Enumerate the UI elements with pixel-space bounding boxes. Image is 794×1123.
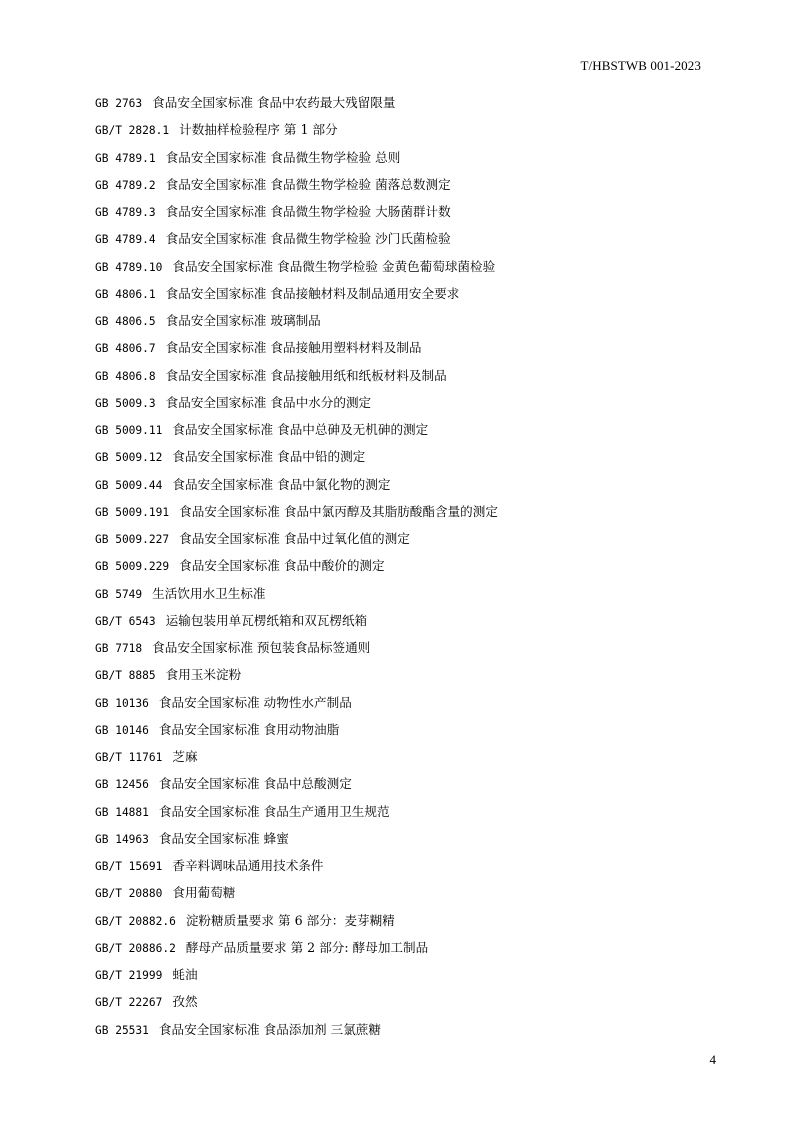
standard-title: 食品安全国家标准 动物性水产制品 [158,694,352,710]
standard-code: GB 5009.3 [95,396,156,410]
standard-title: 食品安全国家标准 食品接触用纸和纸板材料及制品 [165,367,447,383]
standard-code: GB 4806.7 [95,342,156,356]
standard-code: GB 2763 [95,97,143,110]
standard-title: 孜然 [172,994,198,1010]
reference-item [95,202,498,229]
standard-title: 食品安全国家标准 食用动物油脂 [158,721,340,737]
reference-item [95,447,498,474]
standard-code: GB/T 2828.1 [95,124,170,138]
standard-title: 运输包装用单瓦楞纸箱和双瓦楞纸箱 [165,612,368,628]
standard-code: GB 7718 [95,642,143,655]
standard-code: GB 4806.1 [95,287,156,301]
reference-item [95,175,498,202]
standard-code: GB 4806.5 [95,315,156,328]
reference-item [95,720,498,747]
reference-item [95,638,498,665]
reference-item [95,502,498,529]
standard-code: GB/T 22267 [95,996,163,1010]
standard-code: GB 10146 [95,723,149,737]
standard-code: GB 25531 [95,1023,149,1037]
standard-code: GB/T 15691 [95,860,163,873]
reference-item [95,938,498,965]
standard-code: GB 12456 [95,778,149,792]
standard-title: 食品安全国家标准 食品中农药最大残留限量 [152,95,396,110]
standard-title: 蚝油 [172,967,198,982]
standard-title: 食品安全国家标准 食品中氯化物的测定 [172,476,391,492]
reference-item [95,693,498,720]
standard-title: 食品安全国家标准 食品中过氧化值的测定 [179,531,410,546]
reference-item [95,148,498,175]
standard-title: 食品安全国家标准 食品中总酸测定 [158,776,352,792]
reference-item [95,911,498,938]
standard-code: GB 5749 [95,587,143,601]
reference-item [95,856,498,883]
reference-item [95,611,498,638]
reference-item [95,93,498,120]
reference-item [95,229,498,256]
reference-item [95,338,498,365]
standard-title: 食品安全国家标准 食品微生物学检验 总则 [165,149,401,165]
standard-code: GB 5009.227 [95,533,170,546]
standard-title: 食品安全国家标准 玻璃制品 [165,313,321,328]
standard-code: GB 4806.8 [95,369,156,383]
standard-title: 生活饮用水卫生标准 [152,585,266,601]
standard-title: 食品安全国家标准 食品中水分的测定 [165,394,372,410]
reference-item [95,965,498,992]
standard-code: GB/T 20886.2 [95,941,176,955]
standard-code: GB 5009.12 [95,451,163,465]
standard-title: 食品安全国家标准 食品接触用塑料材料及制品 [165,340,422,356]
reference-item [95,747,498,774]
reference-item [95,665,498,692]
standard-title: 食品安全国家标准 食品添加剂 三氯蔗糖 [158,1021,381,1037]
standard-title: 食品安全国家标准 食品微生物学检验 金黄色葡萄球菌检验 [172,258,496,274]
reference-item [95,475,498,502]
standard-title: 食品安全国家标准 预包装食品标签通则 [152,640,371,655]
standard-title: 食品安全国家标准 食品中酸价的测定 [179,558,385,574]
reference-item [95,311,498,338]
standard-code: GB 14963 [95,832,149,846]
standard-code: GB 4789.10 [95,260,163,274]
standard-code: GB 4789.3 [95,206,156,219]
standard-title: 食品安全国家标准 食品生产通用卫生规范 [158,803,390,819]
document-id-header: T/HBSTWB 001-2023 [580,58,701,73]
page-number: 4 [709,1052,716,1067]
standard-code: GB 14881 [95,805,149,819]
reference-item [95,1020,498,1047]
standard-title: 淀粉糖质量要求 第 6 部分：麦芽糊精 [185,912,395,928]
reference-item [95,120,498,147]
reference-item [95,420,498,447]
standard-title: 食品安全国家标准 食品中氯丙醇及其脂肪酸酯含量的测定 [179,503,498,519]
standard-title: 食品安全国家标准 食品微生物学检验 菌落总数测定 [165,176,451,192]
standard-code: GB 4789.4 [95,233,156,247]
standard-title: 芝麻 [172,749,198,764]
reference-item [95,829,498,856]
reference-item [95,992,498,1019]
standard-code: GB 4789.1 [95,151,156,165]
reference-item [95,774,498,801]
standard-title: 食品安全国家标准 食品中铅的测定 [172,449,366,465]
reference-item [95,257,498,284]
standard-code: GB/T 8885 [95,669,156,683]
standard-title: 食品安全国家标准 食品接触材料及制品通用安全要求 [165,285,460,301]
reference-item [95,393,498,420]
standard-title: 食品安全国家标准 食品微生物学检验 大肠菌群计数 [165,204,451,219]
standard-title: 食用葡萄糖 [172,885,236,901]
standard-code: GB/T 21999 [95,969,163,982]
standard-code: GB 5009.11 [95,424,163,437]
normative-references-list [95,93,498,1047]
standard-code: GB 5009.191 [95,505,170,519]
standard-title: 食品安全国家标准 蜂蜜 [158,830,289,846]
reference-item [95,883,498,910]
standard-title: 酵母产品质量要求 第 2 部分: 酵母加工制品 [185,939,429,955]
standard-title: 食用玉米淀粉 [165,667,242,683]
standard-code: GB/T 6543 [95,614,156,628]
standard-code: GB 5009.44 [95,478,163,492]
reference-item [95,556,498,583]
standard-title: 计数抽样检验程序 第 1 部分 [179,122,338,138]
standard-code: GB/T 20882.6 [95,914,176,928]
reference-item [95,802,498,829]
reference-item [95,529,498,556]
standard-title: 食品安全国家标准 食品中总砷及无机砷的测定 [172,422,429,437]
standard-code: GB 5009.229 [95,560,170,574]
standard-title: 食品安全国家标准 食品微生物学检验 沙门氏菌检验 [165,231,451,247]
standard-code: GB 4789.2 [95,178,156,192]
standard-title: 香辛料调味品通用技术条件 [172,858,324,873]
standard-code: GB 10136 [95,696,149,710]
standard-code: GB/T 11761 [95,751,163,764]
reference-item [95,584,498,611]
reference-item [95,284,498,311]
standard-code: GB/T 20880 [95,887,163,901]
reference-item [95,366,498,393]
